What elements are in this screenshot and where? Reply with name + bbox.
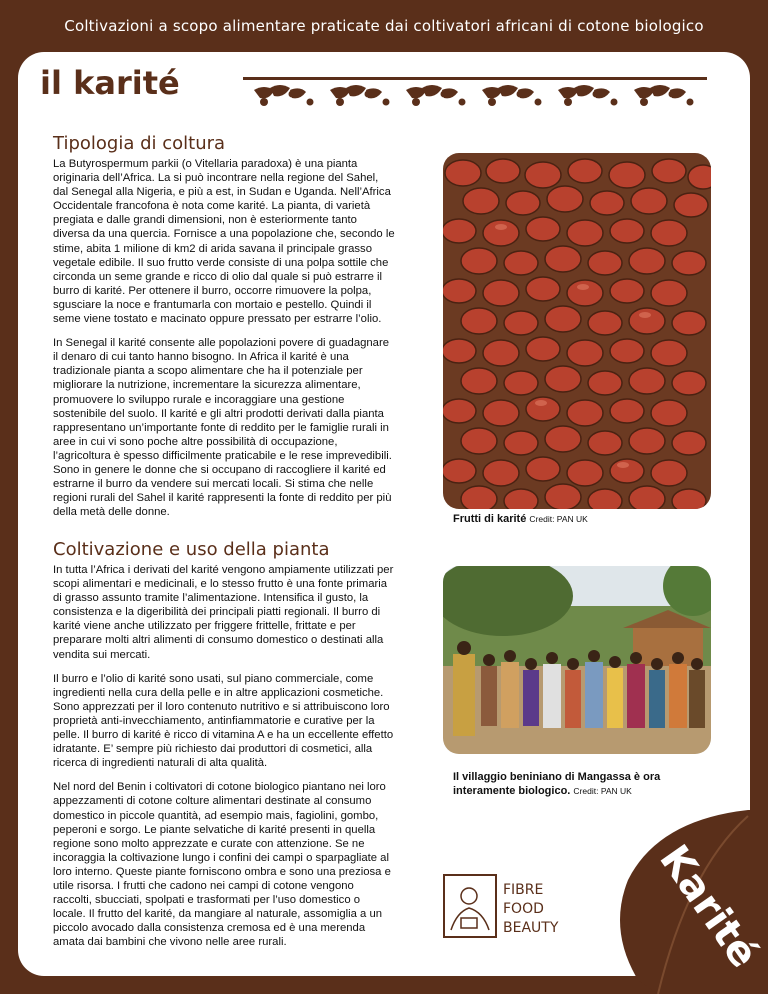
karite-leaf-badge xyxy=(598,810,768,994)
logo-word-beauty: BEAUTY xyxy=(503,920,559,936)
section2-paragraph-2: Il burro e l’olio di karité sono usati, sul piano commerciale, come ingredienti nella cura della pelle e in altre applicazioni cosmetiche. Sono apprezzati per il loro contenuto nutritivo e si attribuiscono loro proprietà anti-invecchiamento, antinfiammatorie e curative per la pelle. Il burro di karité è ricco di vitamina A e ha un eccellente effetto idratante. E’ sempre più richiesto dai produttori di cosmetici, alla ricerca di ingredienti naturali di alta qualità. xyxy=(53,672,394,770)
village-photo xyxy=(443,566,711,754)
logo-word-fibre: FIBRE xyxy=(503,882,544,898)
logo-word-food: FOOD xyxy=(503,901,544,917)
section1-body xyxy=(53,157,395,529)
section1-paragraph-2: In Senegal il karité consente alle popolazioni povere di guadagnare il denaro di cui tanto hanno bisogno. In Africa il karité è una tradizionale pianta a scopo alimentare che ha il potenziale per migliorare la nutrizione, incrementare la sicurezza alimentare, promuovere lo sviluppo rurale e incoraggiare una gestione sostenibile del suolo. Il karité e gli altri prodotti derivati dalla pianta rappresentano un’importante fonte di reddito per le famiglie rurali in aree in cui vi sono poche altre possibilità di occupazione, l’agricoltura è spesso difficilmente praticabile e le rese imprevedibili. Sono in genere le donne che si occupano di raccogliere il karité ed estrarne il burro da vendere sui mercati locali. Si stima che nelle regioni rurali del Sahel il karité rappresenti la fonte di reddito per più della metà delle donne. xyxy=(53,337,392,519)
leaf-text: Karité xyxy=(650,836,767,977)
page-title: il karité xyxy=(40,64,180,102)
photo2-caption xyxy=(453,770,660,798)
photo2-caption-credit: Credit: PAN UK xyxy=(573,786,632,796)
photo1-caption xyxy=(453,513,588,525)
top-banner: Coltivazioni a scopo alimentare praticate dai coltivatori africani di cotone biologico xyxy=(64,17,704,35)
photo1-caption-title: Frutti di karité xyxy=(453,513,527,525)
shea-nuts-photo xyxy=(443,153,711,509)
section1-paragraph-1: La Butyrospermum parkii (o Vitellaria paradoxa) è una pianta originaria dell’Africa. La si può incontrare nella regione del Sahel, dal Senegal alla Nigeria, e più a est, in Sudan e Uganda. Nell’Africa Occidentale francofona è nota come karité. La pianta, di varietà pregiata e dalle grandi dimensioni, non è esteriormente tanto diversa da una quercia. Fornisce a una popolazione che, secondo le stime, abita 1 milione di km2 di arida savana il principale grasso vegetale edibile. Il suo frutto verde consiste di una polpa sottile che circonda un seme grande e ricco di olio dal quale si può estrarre il burro di karité. Per ottenere il burro, occorre rimuovere la polpa, sgusciare la noce e frantumarla con mortaio e pestello. Quindi il seme viene tostato e macinato oppure pressato per estrarre l’olio. xyxy=(53,158,395,326)
section2-paragraph-3: Nel nord del Benin i coltivatori di cotone biologico piantano nei loro appezzamenti di cotone colture alimentari destinate al consumo domestico in piccole quantità, ad esempio mais, fagiolini, gombo, peperoni e sorgo. Le piante selvatiche di karité presenti in quella regione sono molto apprezzate e curate con attenzione. Se ne incoraggia la coltivazione lungo i confini dei campi o sparpagliate al loro interno. Queste piante forniscono ombra e sono una preziosa e utile risorsa. I frutti che cadono nei campi di cotone vengono raccolti, sbucciati, spolpati e trasformati per l’uso domestico o locale. Il frutto del karité, da mangiare al naturale, assomiglia a un piccolo avocado dalla consistenza cremosa ed è una merenda amata dai bambini che vivono nelle aree rurali. xyxy=(53,781,391,949)
photo2-caption-line1: Il villaggio beniniano di Mangassa è ora xyxy=(453,771,661,783)
photo1-caption-credit: Credit: PAN UK xyxy=(529,514,588,524)
section-heading-tipologia: Tipologia di coltura xyxy=(53,133,226,154)
section2-body xyxy=(53,563,395,959)
section-heading-coltivazione: Coltivazione e uso della pianta xyxy=(53,539,330,560)
photo2-caption-line2: interamente biologico. xyxy=(453,785,571,797)
shea-branch-icon xyxy=(250,80,708,110)
section2-paragraph-1: In tutta l’Africa i derivati del karité vengono ampiamente utilizzati per scopi alimentari e medicinali, e lo stesso frutto è una fonte primaria di grasso assunto tramite l’alimentazione. Intensifica il gusto, la consistenza e la digeribilità dei principali piatti regionali. Il burro di karité viene anche utilizzato per friggere frittelle, frittate e per preparare molti altri alimenti di consumo domestico o destinati alla vendita sui mercati. xyxy=(53,564,394,661)
fibre-food-beauty-logo-icon xyxy=(443,874,571,938)
